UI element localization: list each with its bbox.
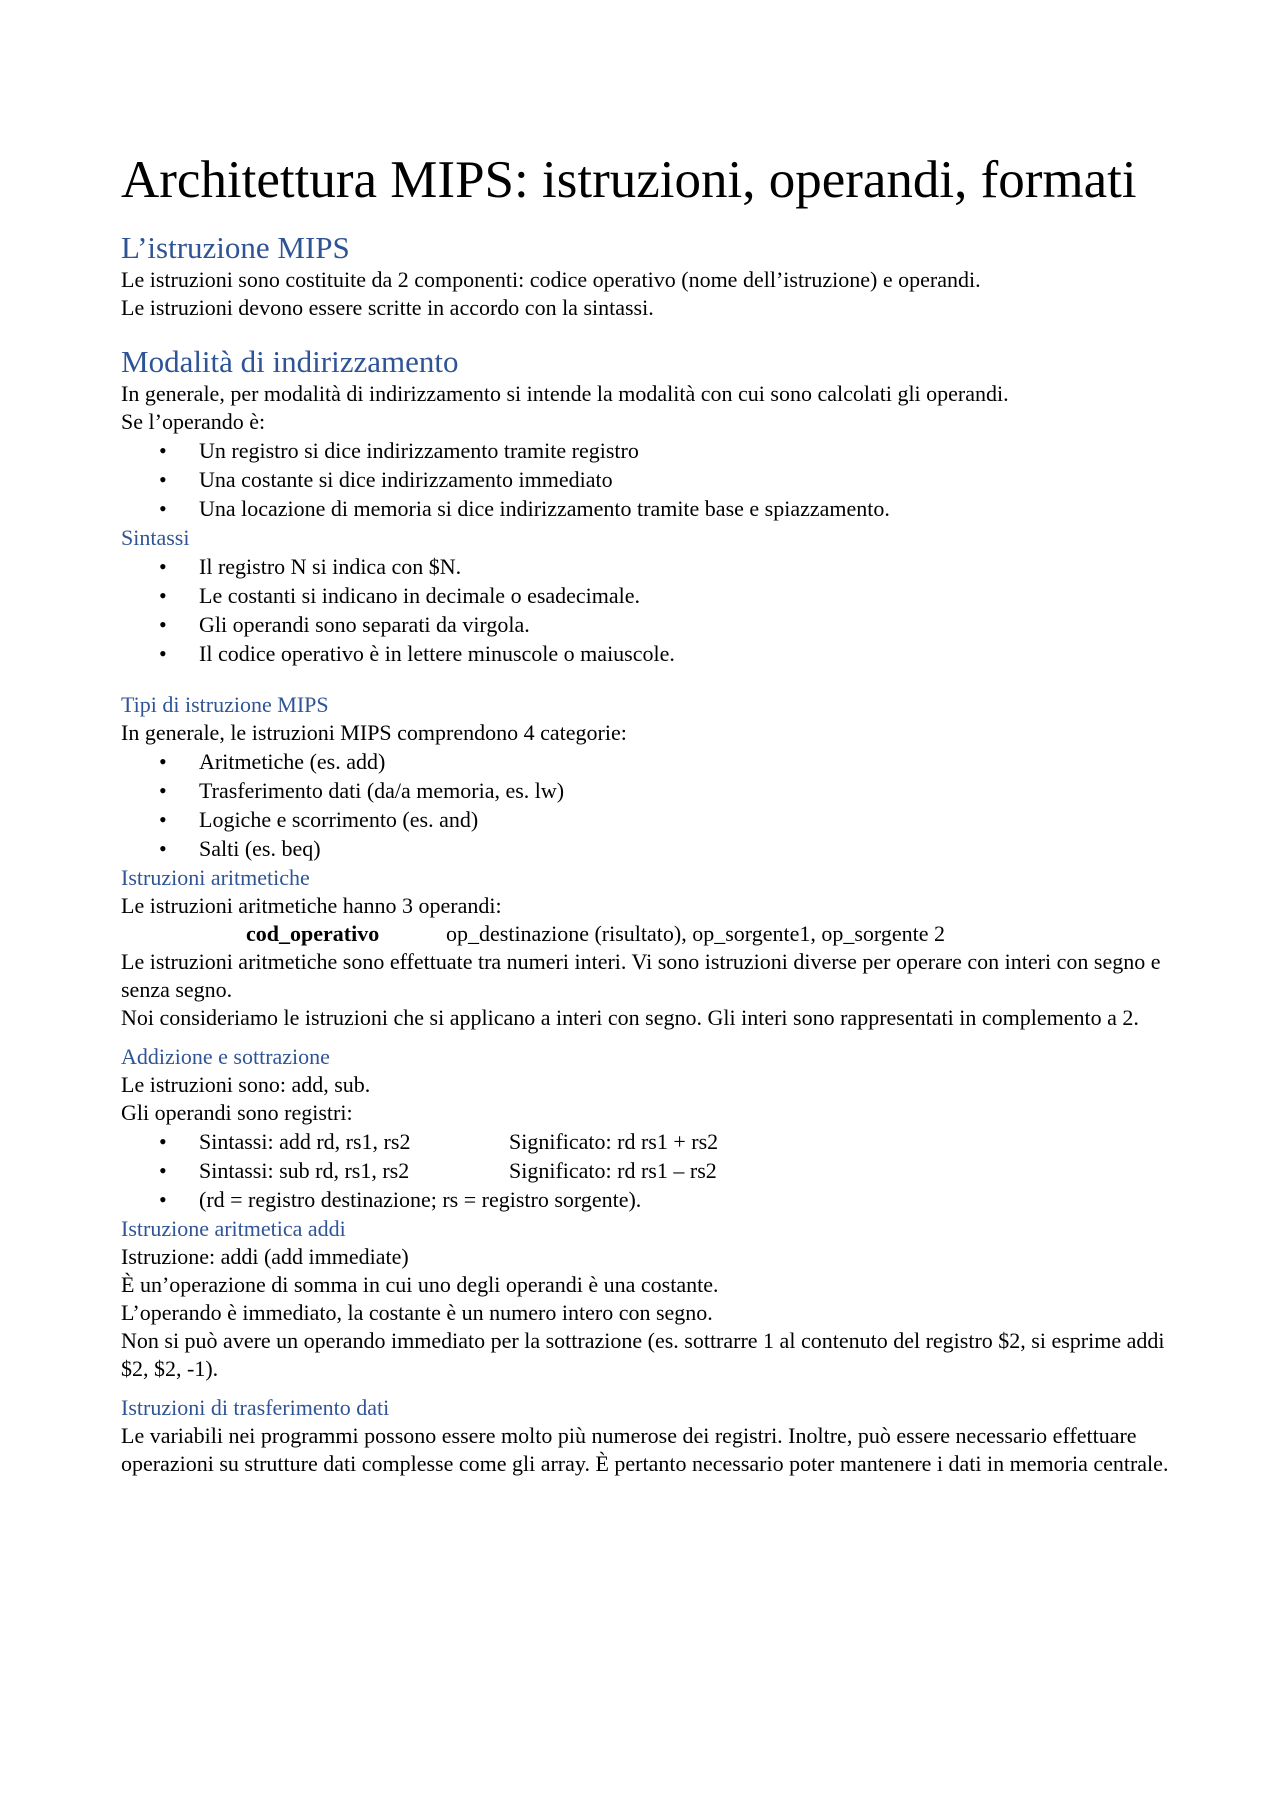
list-item: • Un registro si dice indirizzamento tramite registro [159, 438, 639, 463]
paragraph: Non si può avere un operando immediato per la sottrazione (es. sottrarre 1 al contenuto del registro $2, si esprime addi $2, $2, -1). [121, 1328, 1165, 1381]
list-item: • Gli operandi sono separati da virgola. [159, 612, 530, 637]
bullet-icon: • [159, 1187, 167, 1212]
heading-istruzioni-aritmetiche: Istruzioni aritmetiche [121, 865, 310, 890]
page-title: Architettura MIPS: istruzioni, operandi, formati [121, 151, 1137, 209]
bullet-icon: • [159, 749, 167, 774]
paragraph: Le istruzioni devono essere scritte in accordo con la sintassi. [121, 295, 654, 320]
bullet-list [121, 1127, 1171, 1214]
bullet-icon: • [159, 778, 167, 803]
opcode-label: cod_operativo [246, 921, 380, 946]
heading-istruzione-mips: L’istruzione MIPS [121, 230, 350, 265]
bullet-icon: • [159, 1129, 167, 1154]
bullet-icon: • [159, 641, 167, 666]
bullet-icon: • [159, 612, 167, 637]
paragraph: Le istruzioni aritmetiche hanno 3 operandi: [121, 893, 502, 918]
paragraph: Le istruzioni sono costituite da 2 componenti: codice operativo (nome dell’istruzione) e operandi. [121, 267, 981, 292]
heading-addizione-sottrazione: Addizione e sottrazione [121, 1044, 330, 1069]
paragraph: Se l’operando è: [121, 409, 266, 434]
bullet-icon: • [159, 583, 167, 608]
bullet-icon: • [159, 438, 167, 463]
list-item: • Una costante si dice indirizzamento immediato [159, 467, 613, 492]
paragraph: È un’operazione di somma in cui uno degli operandi è una costante. [121, 1272, 719, 1297]
heading-sintassi: Sintassi [121, 525, 190, 550]
list-item: • Sintassi: add rd, rs1, rs2 Significato: rd rs1 + rs2 [159, 1129, 719, 1154]
bullet-list [121, 552, 1171, 668]
paragraph: Istruzione: addi (add immediate) [121, 1244, 409, 1269]
heading-tipi-istruzione: Tipi di istruzione MIPS [121, 692, 329, 717]
paragraph: L’operando è immediato, la costante è un numero intero con segno. [121, 1300, 713, 1325]
bullet-list [121, 747, 1171, 863]
bullet-icon: • [159, 554, 167, 579]
bullet-icon: • [159, 496, 167, 521]
paragraph: In generale, per modalità di indirizzamento si intende la modalità con cui sono calcolati gli operandi. [121, 381, 1009, 406]
syntax-line [121, 920, 1171, 948]
list-item: • Trasferimento dati (da/a memoria, es. lw) [159, 778, 565, 803]
heading-modalita-indirizzamento: Modalità di indirizzamento [121, 344, 459, 379]
paragraph: Noi consideriamo le istruzioni che si applicano a interi con segno. Gli interi sono rappresentati in complemento a 2. [121, 1005, 1139, 1030]
bullet-icon: • [159, 836, 167, 861]
heading-addi: Istruzione aritmetica addi [121, 1216, 346, 1241]
list-item: • Logiche e scorrimento (es. and) [159, 807, 479, 832]
bullet-icon: • [159, 1158, 167, 1183]
paragraph: Le istruzioni aritmetiche sono effettuate tra numeri interi. Vi sono istruzioni diverse per operare con interi con segno e senza segno. [121, 949, 1161, 1002]
paragraph: In generale, le istruzioni MIPS comprendono 4 categorie: [121, 720, 627, 745]
list-item: • Il registro N si indica con $N. [159, 554, 462, 579]
document-page [121, 150, 1171, 1478]
bullet-icon: • [159, 807, 167, 832]
list-item: • Una locazione di memoria si dice indirizzamento tramite base e spiazzamento. [159, 496, 890, 521]
list-item: • Aritmetiche (es. add) [159, 749, 386, 774]
list-item: • Sintassi: sub rd, rs1, rs2 Significato: rd rs1 – rs2 [159, 1158, 717, 1183]
list-item: • (rd = registro destinazione; rs = registro sorgente). [159, 1187, 642, 1212]
list-item: • Il codice operativo è in lettere minuscole o maiuscole. [159, 641, 675, 666]
list-item: • Le costanti si indicano in decimale o esadecimale. [159, 583, 641, 608]
bullet-icon: • [159, 467, 167, 492]
paragraph: Gli operandi sono registri: [121, 1100, 353, 1125]
heading-trasferimento-dati: Istruzioni di trasferimento dati [121, 1395, 390, 1420]
paragraph: Le istruzioni sono: add, sub. [121, 1072, 371, 1097]
operands-label: op_destinazione (risultato), op_sorgente1, op_sorgente 2 [446, 921, 945, 946]
bullet-list [121, 436, 1171, 523]
paragraph: Le variabili nei programmi possono essere molto più numerose dei registri. Inoltre, può essere necessario effettuare operazioni su strutture dati complesse come gli array. È pertanto necessario poter mantenere i dati in memoria centrale. [121, 1423, 1169, 1476]
list-item: • Salti (es. beq) [159, 836, 321, 861]
